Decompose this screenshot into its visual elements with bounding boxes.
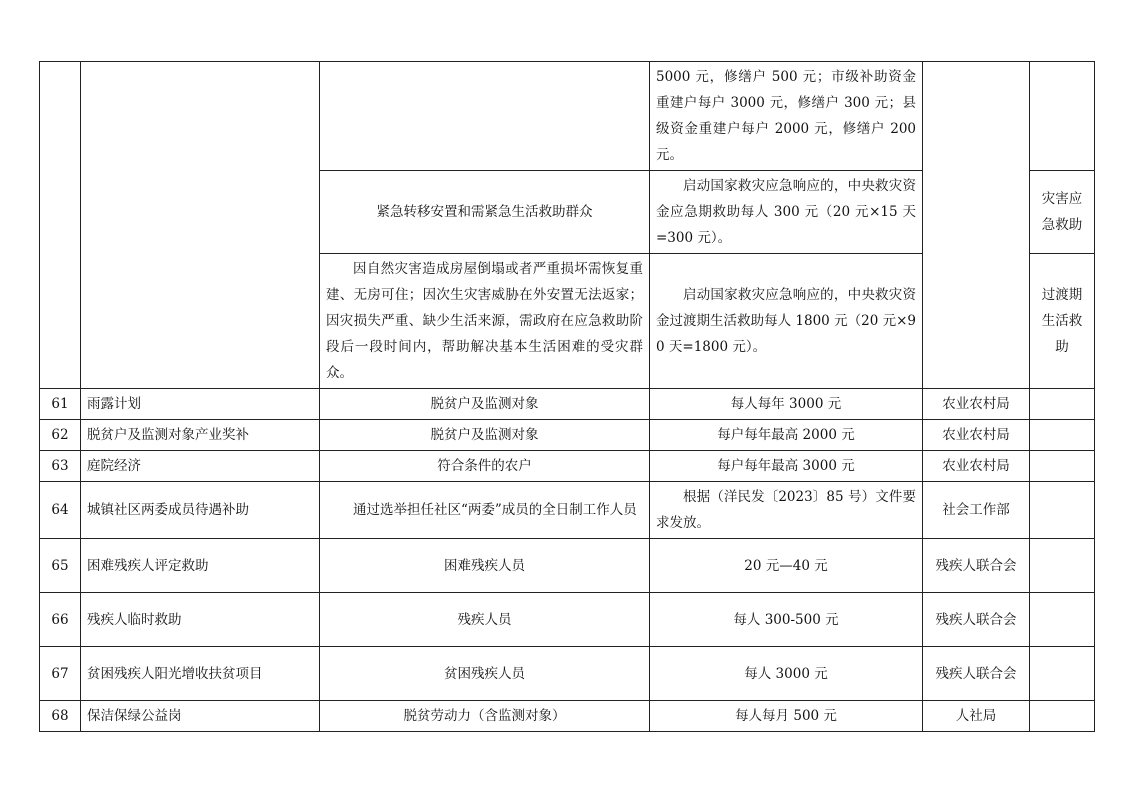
target-group: 困难残疾人员 [320, 539, 650, 593]
row-number: 61 [40, 389, 81, 420]
subsidy-amount: 每户每年最高 2000 元 [650, 420, 923, 451]
note [1030, 451, 1095, 482]
table-row [40, 62, 1095, 171]
project-name: 雨露计划 [81, 389, 320, 420]
note [1030, 701, 1095, 732]
project-name: 脱贫户及监测对象产业奖补 [81, 420, 320, 451]
project-name: 保洁保绿公益岗 [81, 701, 320, 732]
amount-cell: 启动国家救灾应急响应的，中央救灾资金过渡期生活救助每人 1800 元（20 元×90 天=1800 元）。 [650, 254, 923, 389]
amount-cell: 5000 元，修缮户 500 元；市级补助资金重建户每户 3000 元，修缮户 300 元；县级资金重建户每户 2000 元，修缮户 200 元。 [650, 62, 923, 171]
target-group: 脱贫户及监测对象 [320, 389, 650, 420]
subsidy-amount: 20 元—40 元 [650, 539, 923, 593]
note [1030, 420, 1095, 451]
department: 人社局 [923, 701, 1030, 732]
project-name: 庭院经济 [81, 451, 320, 482]
department: 残疾人联合会 [923, 647, 1030, 701]
note [1030, 647, 1095, 701]
table-row [40, 420, 1095, 451]
relief-type-cell: 过渡期生活救助 [1030, 254, 1095, 389]
note [1030, 593, 1095, 647]
project-name: 城镇社区两委成员待遇补助 [81, 482, 320, 539]
subsidy-amount: 每人每年 3000 元 [650, 389, 923, 420]
table-row [40, 451, 1095, 482]
row-number: 62 [40, 420, 81, 451]
note [1030, 389, 1095, 420]
subsidy-amount: 每人 3000 元 [650, 647, 923, 701]
subsidy-amount: 根据（洋民发〔2023〕85 号）文件要求发放。 [650, 482, 923, 539]
department: 农业农村局 [923, 451, 1030, 482]
row-number: 64 [40, 482, 81, 539]
target-cell [320, 62, 650, 171]
department: 农业农村局 [923, 420, 1030, 451]
subsidy-amount: 每人 300-500 元 [650, 593, 923, 647]
target-group: 脱贫劳动力（含监测对象） [320, 701, 650, 732]
department: 残疾人联合会 [923, 593, 1030, 647]
policy-table [39, 61, 1095, 732]
project-name: 困难残疾人评定救助 [81, 539, 320, 593]
row-number: 67 [40, 647, 81, 701]
subsidy-amount: 每人每月 500 元 [650, 701, 923, 732]
target-cell: 因自然灾害造成房屋倒塌或者严重损坏需恢复重建、无房可住；因次生灾害威胁在外安置无法返家；因灾损失严重、缺少生活来源，需政府在应急救助阶段后一段时间内，帮助解决基本生活困难的受灾群众。 [320, 254, 650, 389]
project-name-cell [81, 62, 320, 389]
target-group: 通过选举担任社区“两委”成员的全日制工作人员 [320, 482, 650, 539]
department: 社会工作部 [923, 482, 1030, 539]
amount-cell: 启动国家救灾应急响应的，中央救灾资金应急期救助每人 300 元（20 元×15 天=300 元）。 [650, 171, 923, 254]
table-row [40, 647, 1095, 701]
table-row [40, 482, 1095, 539]
target-group: 贫困残疾人员 [320, 647, 650, 701]
project-name: 贫困残疾人阳光增收扶贫项目 [81, 647, 320, 701]
table-row [40, 593, 1095, 647]
row-number: 68 [40, 701, 81, 732]
department: 农业农村局 [923, 389, 1030, 420]
table-row [40, 701, 1095, 732]
target-group: 脱贫户及监测对象 [320, 420, 650, 451]
note-cell [1030, 62, 1095, 171]
target-group: 残疾人员 [320, 593, 650, 647]
note [1030, 482, 1095, 539]
note [1030, 539, 1095, 593]
target-group: 符合条件的农户 [320, 451, 650, 482]
table-row [40, 539, 1095, 593]
relief-type-cell: 灾害应急救助 [1030, 171, 1095, 254]
row-number-cell [40, 62, 81, 389]
department: 残疾人联合会 [923, 539, 1030, 593]
target-cell: 紧急转移安置和需紧急生活救助群众 [320, 171, 650, 254]
row-number: 63 [40, 451, 81, 482]
row-number: 66 [40, 593, 81, 647]
project-name: 残疾人临时救助 [81, 593, 320, 647]
row-number: 65 [40, 539, 81, 593]
department-cell [923, 62, 1030, 389]
subsidy-amount: 每户每年最高 3000 元 [650, 451, 923, 482]
table-row [40, 389, 1095, 420]
